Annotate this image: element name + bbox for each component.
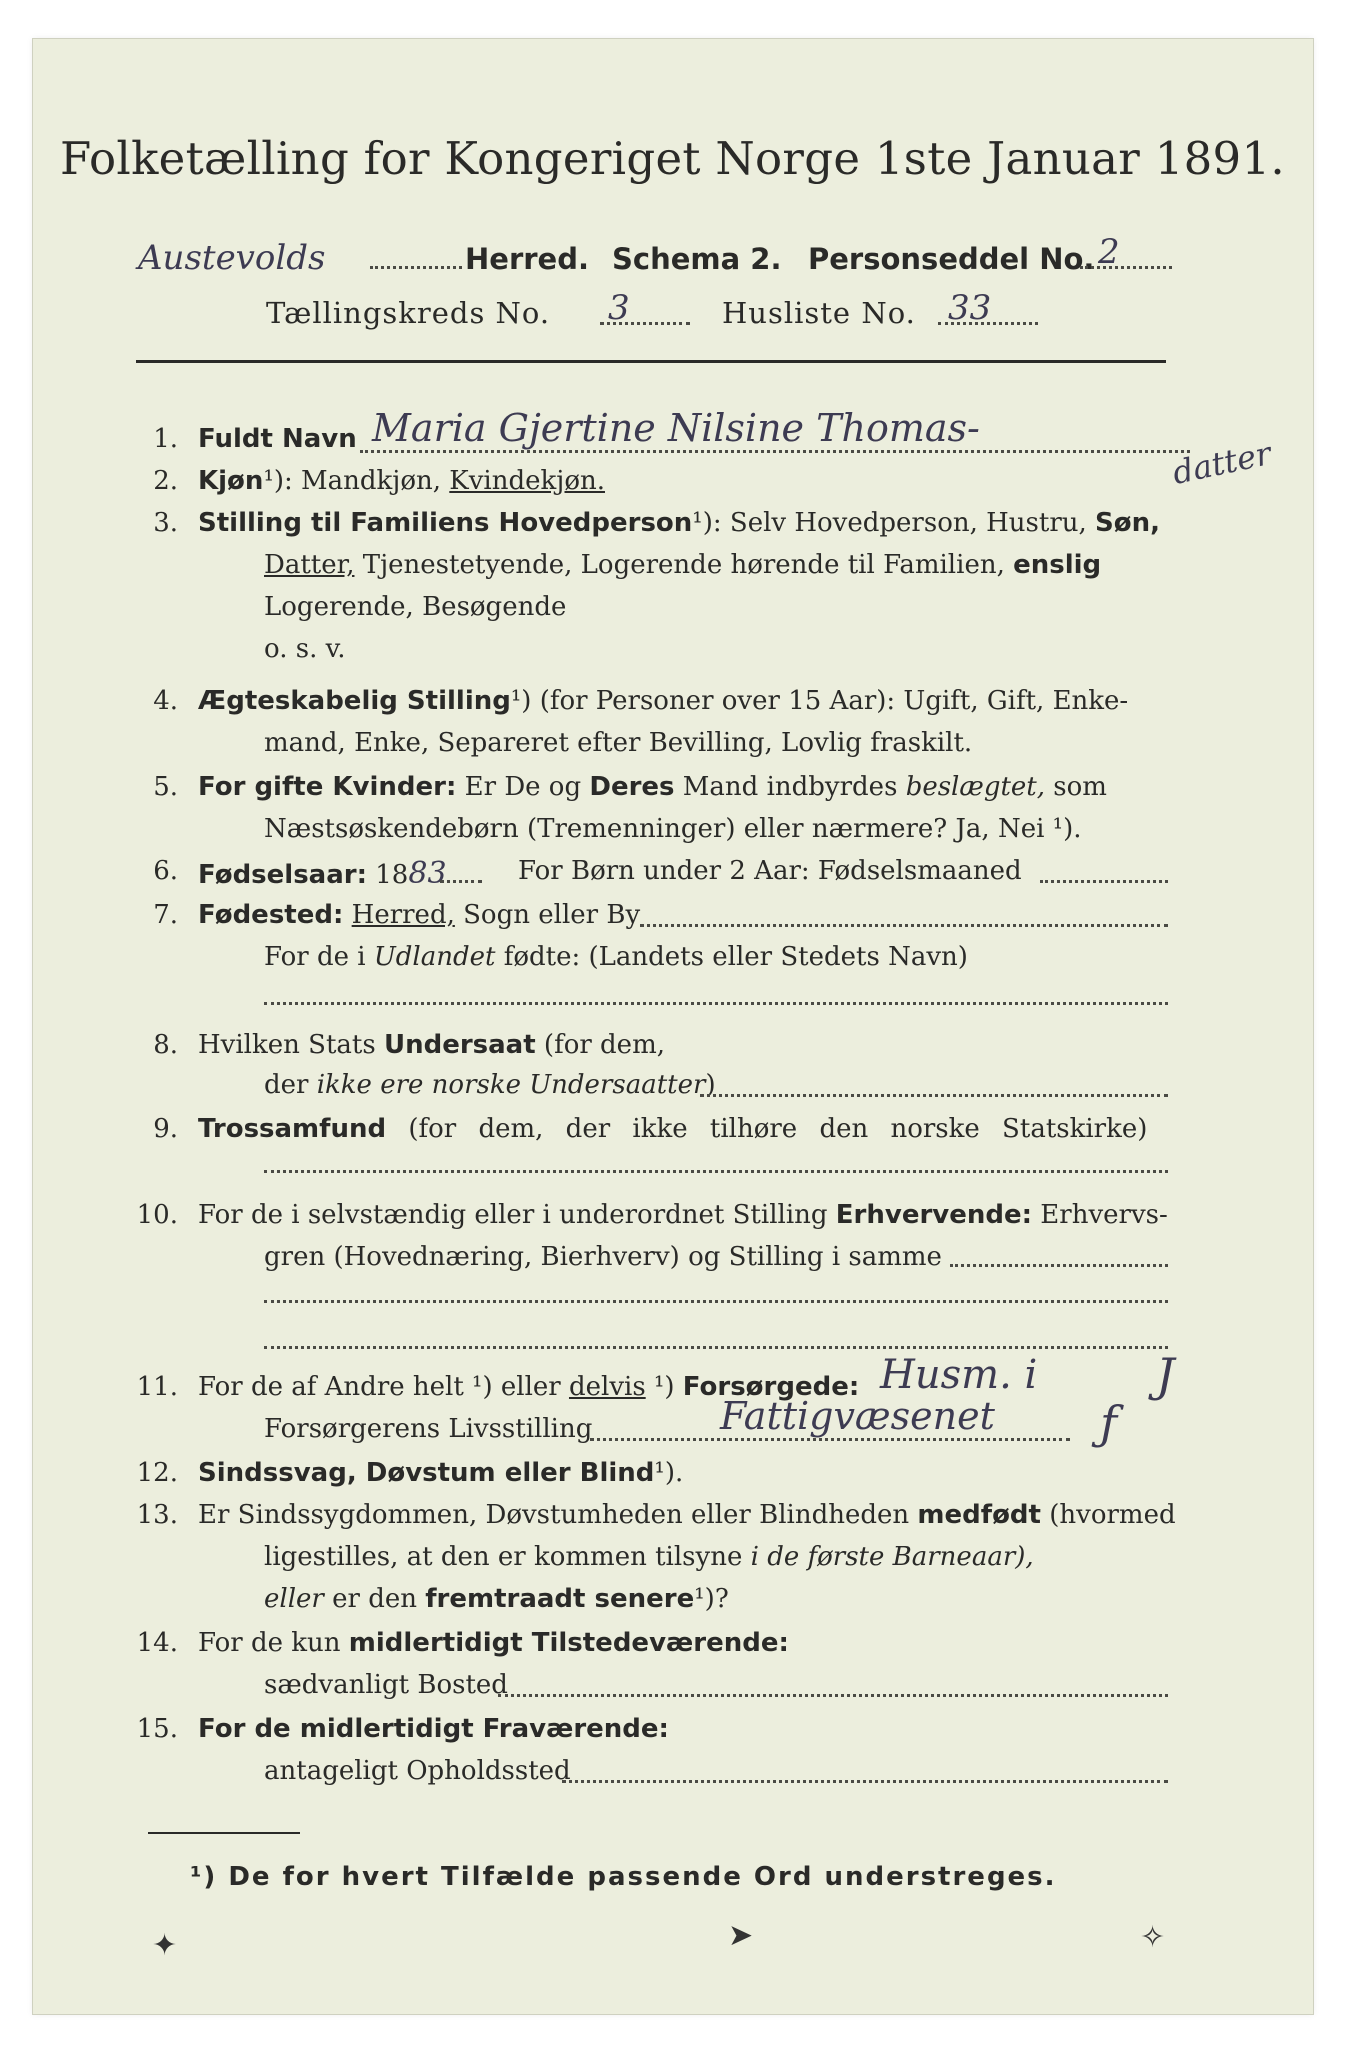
q9-dots [264,1170,1168,1173]
q8-row2: der ikke ere norske Undersaatter) [264,1070,716,1100]
q11-delvis: delvis [568,1372,646,1402]
q10-dots-1 [950,1264,1168,1267]
q12-number: 12. [136,1458,178,1488]
q7-foreign-dots [264,1002,1168,1005]
q8-dots [700,1094,1168,1097]
q14-dots [498,1694,1168,1697]
kreds-label: Tællingskreds No. [266,296,551,330]
q2-sup: ¹): [263,466,293,496]
q6-row [198,856,447,891]
q6-year-value: 83 [408,856,447,891]
q10-text1: For de i selvstændig eller i underordnet Stilling [198,1200,828,1230]
q11-value1: Husm. i [880,1352,1038,1398]
q6-year-dots [440,880,482,883]
q15-text2: antageligt Opholdssted [264,1756,571,1786]
q4-text2: mand, Enke, Separeret efter Bevilling, Lovlig fraskilt. [264,728,973,758]
q13-text2a: ligestilles, at den er kommen tilsyne [264,1542,743,1572]
husliste-value: 33 [948,288,992,328]
q12-row [198,1458,683,1488]
q2-mandkjon: Mandkjøn, [301,466,442,496]
header-rule [136,360,1166,363]
q13-text2-italic: i de første Barneaar), [750,1542,1034,1572]
q4-text1: ¹) (for Personer over 15 Aar): Ugift, Gift, Enke- [510,686,1129,716]
q11-text1a: For de af Andre helt ¹) eller [198,1372,561,1402]
q7-herred: Herred, [351,900,455,930]
q13-row3 [264,1584,729,1614]
q14-text2: sædvanligt Bosted [264,1670,508,1700]
q3-sup: ¹): [692,508,722,538]
q2-label: Kjøn [198,466,264,496]
q10-number: 10. [136,1200,178,1230]
q7-dots [640,924,1168,927]
kreds-value: 3 [608,288,630,328]
q8-label: Undersaat [383,1030,536,1060]
q14-number: 14. [136,1628,178,1658]
q6-year-prefix: 18 [375,860,409,890]
q10-label: Erhvervende: [835,1200,1033,1230]
q5-number: 5. [153,772,178,802]
personseddel-value: 2 [1098,232,1120,272]
q15-number: 15. [136,1714,178,1744]
q13-label2: fremtraadt senere [425,1584,695,1614]
q11-text1b: ¹) [653,1372,675,1402]
q2-number: 2. [153,466,178,496]
q5-text1a: Er De og [464,772,582,802]
q11-bracket: J [1156,1348,1175,1402]
q7-number: 7. [153,900,178,930]
q5-label: For gifte Kvinder: [198,772,457,802]
husliste-dots [938,322,1038,325]
herred-value: Austevolds [138,238,326,278]
q3-datter: Datter, [264,550,355,580]
q3-text1: Selv Hovedperson, Hustru, [729,508,1087,538]
q1-label: Fuldt Navn [198,424,357,454]
q3-text4: o. s. v. [264,634,346,664]
schema-label: Schema 2. [612,242,782,276]
personseddel-label: Personseddel No. [808,242,1095,276]
q9-text: (for dem, der ikke tilhøre den norske Statskirke) [408,1114,1148,1144]
q5-text2: Næstsøskendebørn (Tremenninger) eller nærmere? Ja, Nei ¹). [264,814,1082,844]
q8-text1b: (for dem, [543,1030,665,1060]
q4-row1 [198,686,1128,716]
q1-number: 1. [153,424,178,454]
q13-row1 [198,1500,1176,1530]
registration-mark-right: ✧ [1140,1920,1166,1955]
q10-dots-2 [264,1300,1168,1303]
footnote-text: ¹) De for hvert Tilfælde passende Ord understreges. [190,1862,1057,1892]
q7-row1 [198,900,640,930]
q2-kvindekjon: Kvindekjøn. [449,466,605,496]
q11-label: Forsørgede: [682,1372,860,1402]
footnote-rule [148,1832,300,1834]
q9-label: Trossamfund [198,1114,387,1144]
q11-bracket2: ƒ [1100,1396,1118,1450]
personseddel-dots [1080,266,1172,269]
q11-number: 11. [136,1372,178,1402]
q4-label: Ægteskabelig Stilling [198,686,511,716]
q10-text1b: Erhvervs- [1040,1200,1168,1230]
q1-name-continuation: datter [1169,434,1275,492]
q8-text2-italic: ikke ere norske Undersaatter [316,1070,706,1100]
registration-mark-center: ➤ [728,1918,754,1953]
q15-dots [562,1780,1168,1783]
q1-dots [360,450,1190,453]
q5-text1b: Mand indbyrdes [682,772,898,802]
q8-number: 8. [153,1030,178,1060]
q12-label: Sindssvag, Døvstum eller Blind [198,1458,655,1488]
q6-text: For Børn under 2 Aar: Fødselsmaaned [518,856,1022,886]
q4-number: 4. [153,686,178,716]
q5-row1 [198,772,1107,802]
q13-text3b: ¹)? [694,1584,729,1614]
q13-text1a: Er Sindssygdommen, Døvstumheden eller Blindheden [198,1500,910,1530]
q15-label: For de midlertidigt Fraværende: [198,1714,669,1744]
q11-dots [590,1438,1070,1441]
registration-mark-left: ✦ [152,1928,178,1963]
q13-number: 13. [136,1500,178,1530]
q13-label: medfødt [917,1500,1041,1530]
q14-row1 [198,1628,789,1658]
q8-row1 [198,1030,665,1060]
q3-row1 [198,508,1160,538]
q11-text2: Forsørgerens Livsstilling [264,1414,593,1444]
q13-eller: eller [264,1584,324,1614]
herred-dots [370,266,462,269]
q5-som: som [1053,772,1107,802]
q3-enslig: enslig [1013,550,1102,580]
q13-text3a: er den [332,1584,417,1614]
q13-row2 [264,1542,1034,1572]
q3-number: 3. [153,508,178,538]
q14-text1a: For de kun [198,1628,341,1658]
q5-beslaegtet: beslægtet, [905,772,1046,802]
q6-label: Fødselsaar: [198,860,367,890]
q2-row [198,466,605,496]
herred-row [138,238,325,278]
q7-row2 [264,942,968,972]
q10-row1 [198,1200,1168,1230]
husliste-label: Husliste No. [722,296,916,330]
q7-text2b: fødte: (Landets eller Stedets Navn) [503,942,968,972]
q7-text1: Sogn eller By [463,900,641,930]
q5-deres: Deres [589,772,675,802]
q13-text1b: (hvormed [1049,1500,1176,1530]
kreds-dots [600,322,690,325]
q10-dots-3 [264,1346,1168,1349]
q9-row [198,1114,1147,1144]
q7-label: Fødested: [198,900,344,930]
q8-text2a: der [264,1070,309,1100]
q11-value2: Fattigvæsenet [720,1394,995,1438]
q8-text1a: Hvilken Stats [198,1030,376,1060]
form-title: Folketælling for Kongeriget Norge 1ste Januar 1891. [59,132,1286,185]
q6-number: 6. [153,856,178,886]
herred-label: Herred. [465,242,589,276]
q9-number: 9. [153,1114,178,1144]
q7-udlandet: Udlandet [373,942,496,972]
q6-month-dots [1040,880,1168,883]
q3-row2 [264,550,1101,580]
q10-text2: gren (Hovednæring, Bierhverv) og Stilling i samme [264,1242,942,1272]
q3-label: Stilling til Familiens Hovedperson [198,508,693,538]
q3-text2: Tjenestetyende, Logerende hørende til Familien, [362,550,1005,580]
q14-label: midlertidigt Tilstedeværende: [348,1628,789,1658]
q12-text: ¹). [654,1458,684,1488]
q3-son: Søn, [1095,508,1161,538]
q1-name-value: Maria Gjertine Nilsine Thomas- [372,406,980,450]
q3-text3: Logerende, Besøgende [264,592,567,622]
q7-text2a: For de i [264,942,366,972]
